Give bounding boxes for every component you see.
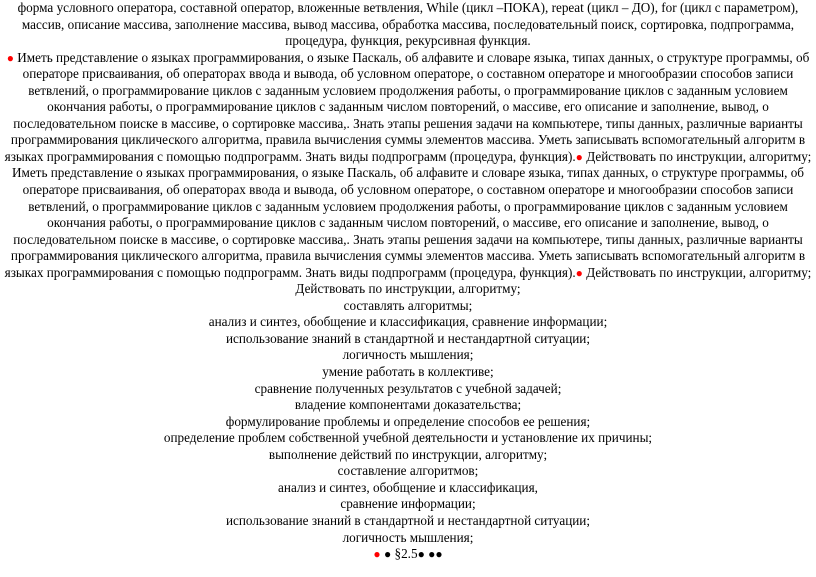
bullet-icon: ● <box>373 547 381 562</box>
skill-line: определение проблем собственной учебной деятельности и установление их причины; <box>163 430 653 446</box>
skill-line: владение компонентами доказательства; <box>294 397 522 413</box>
skill-line: выполнение действий по инструкции, алгоритму; <box>268 446 548 462</box>
competency-tail-1: Действовать по инструкции, алгоритму; <box>586 148 812 164</box>
skill-line: сравнение информации; <box>340 496 476 512</box>
skill-line: Действовать по инструкции, алгоритму; <box>295 281 521 297</box>
bullet-icon: ● <box>6 50 14 65</box>
dot-icon: ● <box>428 547 436 562</box>
section-number: §2.5 <box>394 546 418 562</box>
skill-line: формулирование проблемы и определение способов ее решения; <box>225 413 591 429</box>
footer-line <box>4 546 812 563</box>
skill-line: использование знаний в стандартной и нестандартной ситуации; <box>225 512 591 528</box>
bullet-icon: ● <box>575 265 583 280</box>
competency-text-1: Иметь представление о языках программирования, о языке Паскаль, об алфавите и словаре языка, типах данных, о структуре программы, об операторе присваивания, об операторах ввода и вывода, об условном операторе, о составном операторе и многообразии способов записи ветвлений, о программирование циклов с заданным условием продолжения работы, о программирование циклов с заданным условием окончания работы, о программирование циклов с заданным числом повторений, о массиве, его описание и заполнение, вывод, о последовательном поиске в массиве, о сортировке массива,. Знать этапы решения задачи на компьютере, типы данных, различные варианты программирования циклического алгоритма, правила вычисления суммы элементов массива. Уметь записывать вспомогательный алгоритм в языках программирования с помощью подпрограмм. Знать виды подпрограмм (процедура, функция). <box>4 49 810 164</box>
skill-line: умение работать в коллективе; <box>322 364 494 380</box>
competency-text-2: Иметь представление о языках программирования, о языке Паскаль, об алфавите и словаре языка, типах данных, о структуре программы, об операторе присваивания, об операторах ввода и вывода, об условном операторе, о составном операторе и многообразии способов записи ветвлений, о программирование циклов с заданным условием продолжения работы, о программирование циклов с заданным условием окончания работы, о программирование циклов с заданным числом повторений, о массиве, его описание и заполнение, вывод, о последовательном поиске в массиве, о сортировке массива,. Знать этапы решения задачи на компьютере, типы данных, различные варианты программирования циклического алгоритма, правила вычисления суммы элементов массива. Уметь записывать вспомогательный алгоритм в языках программирования с помощью подпрограмм. Знать виды подпрограмм (процедура, функция). <box>4 165 806 280</box>
skill-line: анализ и синтез, обобщение и классификация, <box>278 479 538 495</box>
competency-block-1 <box>4 50 812 166</box>
competency-tail-2: Действовать по инструкции, алгоритму; <box>586 264 812 280</box>
dot-icon: ● <box>435 547 443 562</box>
bullet-icon: ● <box>575 149 583 164</box>
skill-line: сравнение полученных результатов с учебной задачей; <box>254 380 562 396</box>
skill-line: использование знаний в стандартной и нестандартной ситуации; <box>225 330 591 346</box>
skill-line: логичность мышления; <box>342 347 474 363</box>
skill-line: логичность мышления; <box>342 529 474 545</box>
dot-icon: ● <box>383 547 392 562</box>
skill-line: анализ и синтез, обобщение и классификация, сравнение информации; <box>208 314 608 330</box>
skill-line: составлять алгоритмы; <box>343 297 473 313</box>
dot-icon: ● <box>417 547 425 562</box>
paragraph-intro: форма условного оператора, составной оператор, вложенные ветвления, While (цикл –ПОКА), repeat (цикл – ДО), for (цикл с параметром), массив, описание массива, заполнение массива, вывод массива, обработка массива, последовательный поиск, сортировка, подпрограмма, процедура, функция, рекурсивная функция. <box>17 0 799 49</box>
competency-block-2 <box>4 165 812 281</box>
skill-line: составление алгоритмов; <box>337 463 479 479</box>
